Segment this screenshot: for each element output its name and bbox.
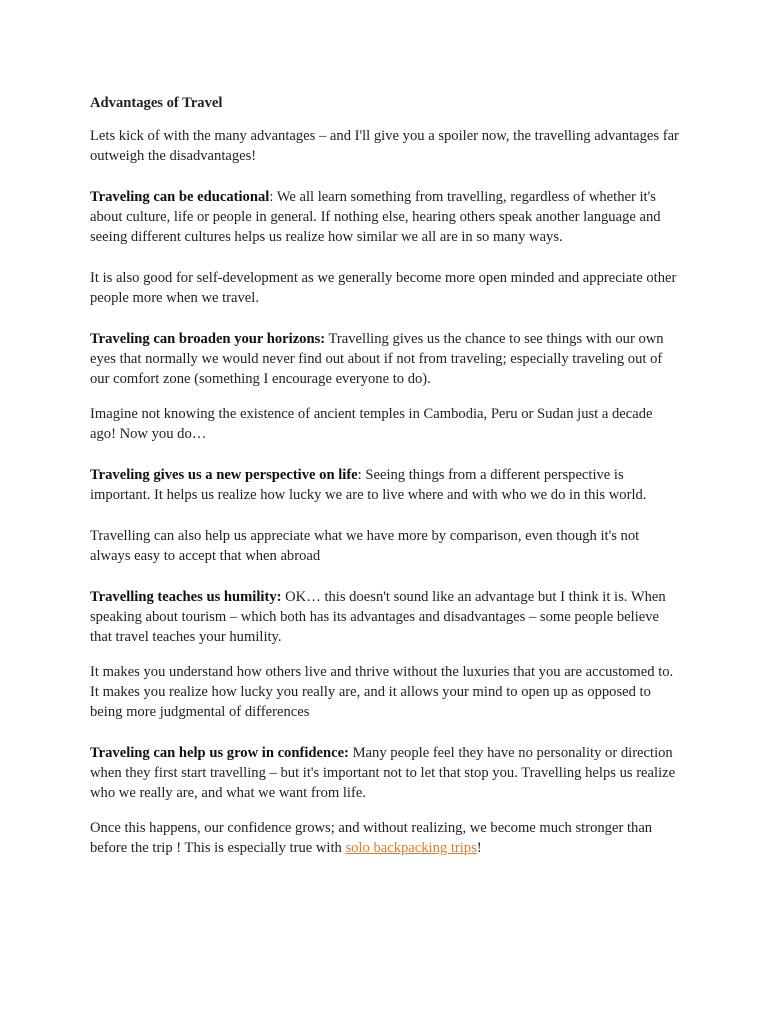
paragraph-body: OK… this doesn't sound like an advantage but I think it is. When speaking about tourism – which both has its advantages and disadvantages – some people believe that travel teaches your humility.: [90, 589, 666, 645]
paragraph-lead: Traveling can broaden your horizons:: [90, 331, 326, 347]
paragraph-once-this-happens: [90, 818, 680, 858]
paragraph-body: Once this happens, our confidence grows; and without realizing, we become much stronger than before the trip ! This is especially true with: [90, 820, 653, 856]
paragraph-humility: [90, 587, 680, 647]
paragraph-temples: Imagine not knowing the existence of ancient temples in Cambodia, Peru or Sudan just a decade ago! Now you do…: [90, 406, 653, 442]
paragraph-self-development: It is also good for self-development as we generally become more open minded and appreciate other people more when we travel.: [90, 270, 677, 306]
paragraph-lead: Traveling can be educational: [90, 189, 270, 205]
paragraph-lead: Travelling teaches us humility:: [90, 589, 282, 605]
document-page: [90, 93, 680, 858]
paragraph-understand: It makes you understand how others live and thrive without the luxuries that you are accustomed to. It makes you realize how lucky you really are, and it allows your mind to open up as opposed to being more judgmental of differences: [90, 664, 674, 720]
paragraph-lead: Traveling can help us grow in confidence:: [90, 745, 349, 761]
paragraph-lead: Traveling gives us a new perspective on life: [90, 467, 358, 483]
paragraph-body: : We all learn something from travelling, regardless of whether it's about culture, life or people in general. If nothing else, hearing others speak another language and seeing different cultures helps us realize how similar we all are in so many ways.: [90, 189, 661, 245]
paragraph-perspective: [90, 465, 680, 505]
paragraph-confidence: [90, 743, 680, 803]
paragraph-horizons: [90, 329, 680, 389]
intro-paragraph: Lets kick of with the many advantages – and I'll give you a spoiler now, the travelling advantages far outweigh the disadvantages!: [90, 128, 679, 164]
paragraph-appreciate: Travelling can also help us appreciate what we have more by comparison, even though it's not always easy to accept that when abroad: [90, 528, 640, 564]
paragraph-educational: [90, 187, 680, 247]
paragraph-body: Travelling gives us the chance to see things with our own eyes that normally we would never find out about if not from traveling; especially traveling out of our comfort zone (something I encourage everyone to do).: [90, 331, 664, 387]
document-title: Advantages of Travel: [90, 95, 223, 111]
solo-backpacking-link[interactable]: solo backpacking trips: [345, 840, 477, 856]
paragraph-after-link: !: [476, 840, 482, 856]
paragraph-body: Many people feel they have no personality or direction when they first start travelling – but it's important not to let that stop you. Travelling helps us realize who we really are, and what we want from life.: [90, 745, 676, 801]
paragraph-body: : Seeing things from a different perspective is important. It helps us realize how lucky we are to live where and with who we do in this world.: [90, 467, 647, 503]
